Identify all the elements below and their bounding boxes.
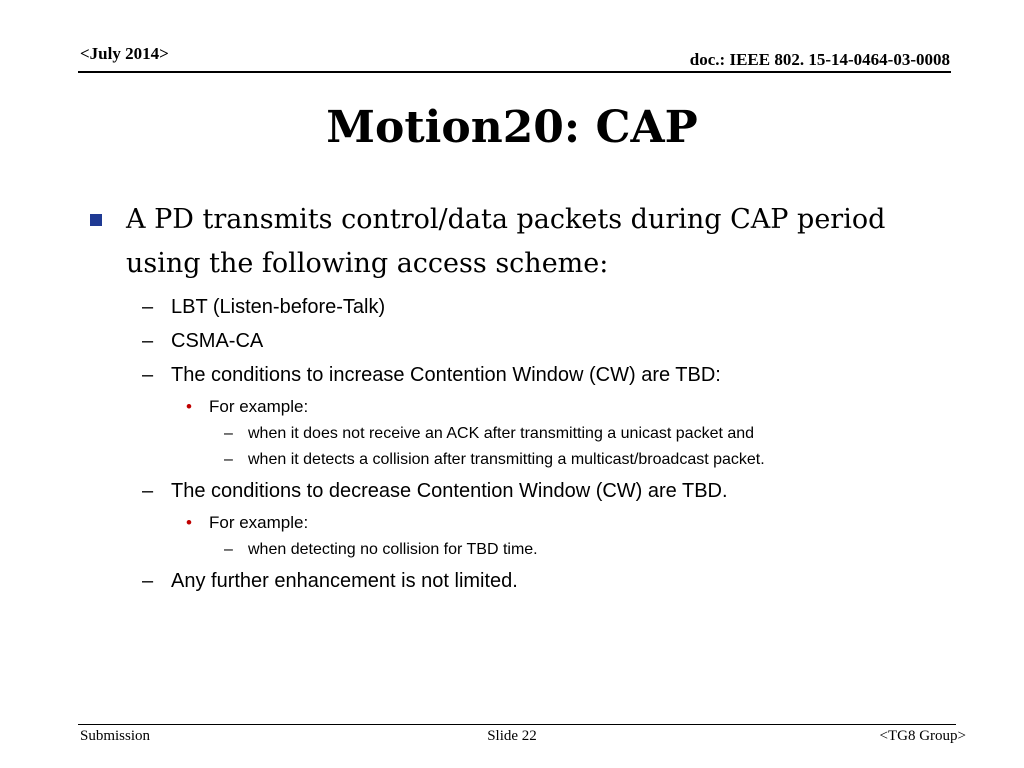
- list-item-increase-ex2: [90, 449, 950, 470]
- list-item-csma: [90, 328, 950, 354]
- footer-slide-number: Slide 22: [487, 728, 537, 744]
- slide-title: Motion20: CAP: [326, 102, 698, 153]
- dash-bullet-icon: –: [142, 296, 154, 318]
- list-item-text: when it does not receive an ACK after transmitting a unicast packet and: [248, 425, 755, 442]
- list-item-text: when detecting no collision for TBD time.: [248, 541, 538, 558]
- dash-bullet-icon: –: [142, 570, 154, 592]
- dash-bullet-icon: –: [142, 480, 154, 502]
- footer-divider: [78, 724, 956, 725]
- dash-bullet-icon: –: [142, 330, 154, 352]
- dot-bullet-icon: •: [186, 513, 192, 532]
- list-item-decrease-example: [90, 512, 950, 534]
- main-bullet: [90, 198, 950, 286]
- list-item-increase-ex1: [90, 423, 950, 444]
- list-item-decrease: [90, 478, 950, 504]
- header-date: <July 2014>: [80, 44, 169, 63]
- list-item-text: For example:: [209, 513, 309, 532]
- main-bullet-text: A PD transmits control/data packets during CAP period using the following access scheme:: [126, 204, 886, 279]
- header-doc-id: doc.: IEEE 802. 15-14-0464-03-0008: [689, 50, 950, 69]
- list-item-text: CSMA-CA: [171, 330, 264, 352]
- dash-bullet-icon: –: [224, 451, 233, 468]
- list-item-text: The conditions to decrease Contention Window (CW) are TBD.: [171, 480, 728, 502]
- list-item-increase-example: [90, 396, 950, 418]
- list-item-text: LBT (Listen-before-Talk): [171, 296, 386, 318]
- list-item-further: [90, 568, 950, 594]
- list-item-text: The conditions to increase Contention Window (CW) are TBD:: [171, 364, 721, 386]
- list-item-increase: [90, 362, 950, 388]
- list-item-text: Any further enhancement is not limited.: [171, 570, 518, 592]
- slide-body: [90, 198, 950, 602]
- dash-bullet-icon: –: [224, 541, 233, 558]
- list-item-decrease-ex1: [90, 539, 950, 560]
- footer-group: <TG8 Group>: [879, 728, 966, 744]
- header-divider: [78, 71, 951, 73]
- list-item-text: For example:: [209, 397, 309, 416]
- list-item-lbt: [90, 294, 950, 320]
- footer-submission: Submission: [80, 728, 151, 744]
- dash-bullet-icon: –: [142, 364, 154, 386]
- dash-bullet-icon: –: [224, 425, 233, 442]
- square-bullet-icon: [90, 214, 102, 226]
- list-item-text: when it detects a collision after transmitting a multicast/broadcast packet.: [248, 451, 765, 468]
- dot-bullet-icon: •: [186, 397, 192, 416]
